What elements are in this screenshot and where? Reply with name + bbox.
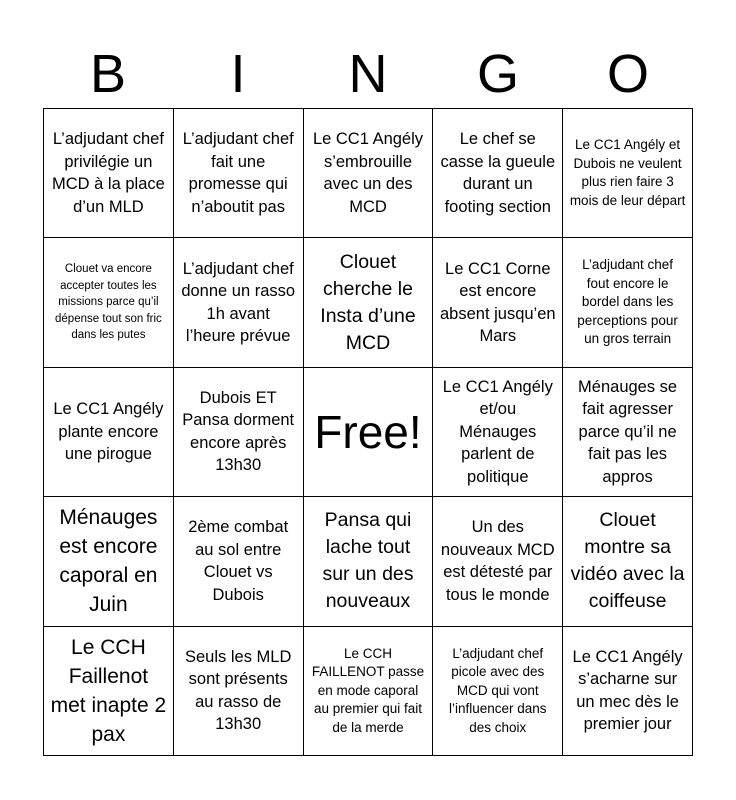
cell-text: Le CC1 Angély plante encore une pirogue [53, 400, 164, 464]
cell-text: Un des nouveaux MCD est détesté par tous le monde [440, 518, 555, 604]
cell-text: Dubois ET Pansa dorment encore après 13h30 [182, 388, 295, 475]
cell-text: Le CC1 Angély et Dubois ne veulent plus rien faire 3 mois de leur départ [569, 137, 686, 208]
bingo-grid [43, 108, 693, 756]
title-letter-n: N [348, 44, 388, 104]
cell-text: Le CCH FAILLENOT passe en mode caporal au premier qui fait de la merde [311, 645, 425, 735]
bingo-cell-r4c5[interactable] [563, 497, 693, 626]
cell-text: Clouet va encore accepter toutes les missions parce qu’il dépense tout son fric dans les putes [55, 263, 162, 342]
bingo-cell-r5c2[interactable] [174, 627, 304, 756]
bingo-cell-r2c4[interactable] [433, 238, 563, 367]
bingo-cell-r1c4[interactable] [433, 109, 563, 238]
cell-text: L’adjudant chef fait une promesse qui n’aboutit pas [182, 130, 294, 216]
cell-text: Le CC1 Angély s’embrouille avec un des MCD [312, 130, 424, 216]
bingo-cell-r1c3[interactable] [304, 109, 434, 238]
bingo-cell-r2c3[interactable] [304, 238, 434, 367]
bingo-cell-free[interactable] [304, 368, 434, 497]
cell-text: Ménauges se fait agresser parce qu’il ne fait pas les appros [578, 377, 678, 486]
bingo-cell-r1c5[interactable] [563, 109, 693, 238]
bingo-cell-r4c3[interactable] [304, 497, 434, 626]
bingo-cell-r2c5[interactable] [563, 238, 693, 367]
bingo-cell-r3c5[interactable] [563, 368, 693, 497]
cell-text: Le CC1 Angély et/ou Ménauges parlent de politique [442, 377, 553, 486]
cell-text: L’adjudant chef privilégie un MCD à la place d’un MLD [52, 130, 165, 216]
bingo-cell-r2c1[interactable] [44, 238, 174, 367]
bingo-cell-r5c1[interactable] [44, 627, 174, 756]
bingo-cell-r1c2[interactable] [174, 109, 304, 238]
title-letter-i: I [230, 44, 246, 104]
title-letter-o: O [606, 44, 649, 104]
cell-text: L’adjudant chef fout encore le bordel dans les perceptions pour un gros terrain [577, 257, 678, 347]
title-letter-g: G [476, 44, 519, 104]
bingo-cell-r5c3[interactable] [304, 627, 434, 756]
cell-text: Le chef se casse la gueule durant un footing section [440, 130, 556, 216]
bingo-cell-r2c2[interactable] [174, 238, 304, 367]
cell-text: L’adjudant chef picole avec des MCD qui vont l’influencer dans des choix [449, 645, 547, 735]
bingo-cell-r4c2[interactable] [174, 497, 304, 626]
bingo-title [43, 40, 693, 108]
cell-text: Clouet montre sa vidéo avec la coiffeuse [570, 509, 685, 613]
bingo-cell-r5c5[interactable] [563, 627, 693, 756]
title-letter-b: B [89, 44, 127, 104]
cell-text: Ménauges est encore caporal en Juin [59, 506, 158, 617]
cell-text: L’adjudant chef donne un rasso 1h avant l’heure prévue [181, 259, 296, 346]
bingo-cell-r3c4[interactable] [433, 368, 563, 497]
bingo-cell-r5c4[interactable] [433, 627, 563, 756]
bingo-cell-r4c1[interactable] [44, 497, 174, 626]
bingo-cell-r4c4[interactable] [433, 497, 563, 626]
cell-text: Le CC1 Angély s’acharne sur un mec dès le premier jour [572, 647, 683, 734]
cell-text: Le CC1 Corne est encore absent jusqu’en Mars [439, 259, 556, 346]
free-label: Free! [314, 405, 422, 458]
cell-text: Pansa qui lache tout sur un des nouveaux [322, 509, 414, 613]
cell-text: Le CCH Faillenot met inapte 2 pax [50, 635, 167, 746]
bingo-cell-r3c2[interactable] [174, 368, 304, 497]
bingo-cell-r3c1[interactable] [44, 368, 174, 497]
cell-text: Clouet cherche le Insta d’une MCD [320, 250, 416, 354]
cell-text: Seuls les MLD sont présents au rasso de 13h30 [185, 647, 292, 734]
cell-text: 2ème combat au sol entre Clouet vs Dubois [188, 518, 289, 604]
bingo-cell-r1c1[interactable] [44, 109, 174, 238]
